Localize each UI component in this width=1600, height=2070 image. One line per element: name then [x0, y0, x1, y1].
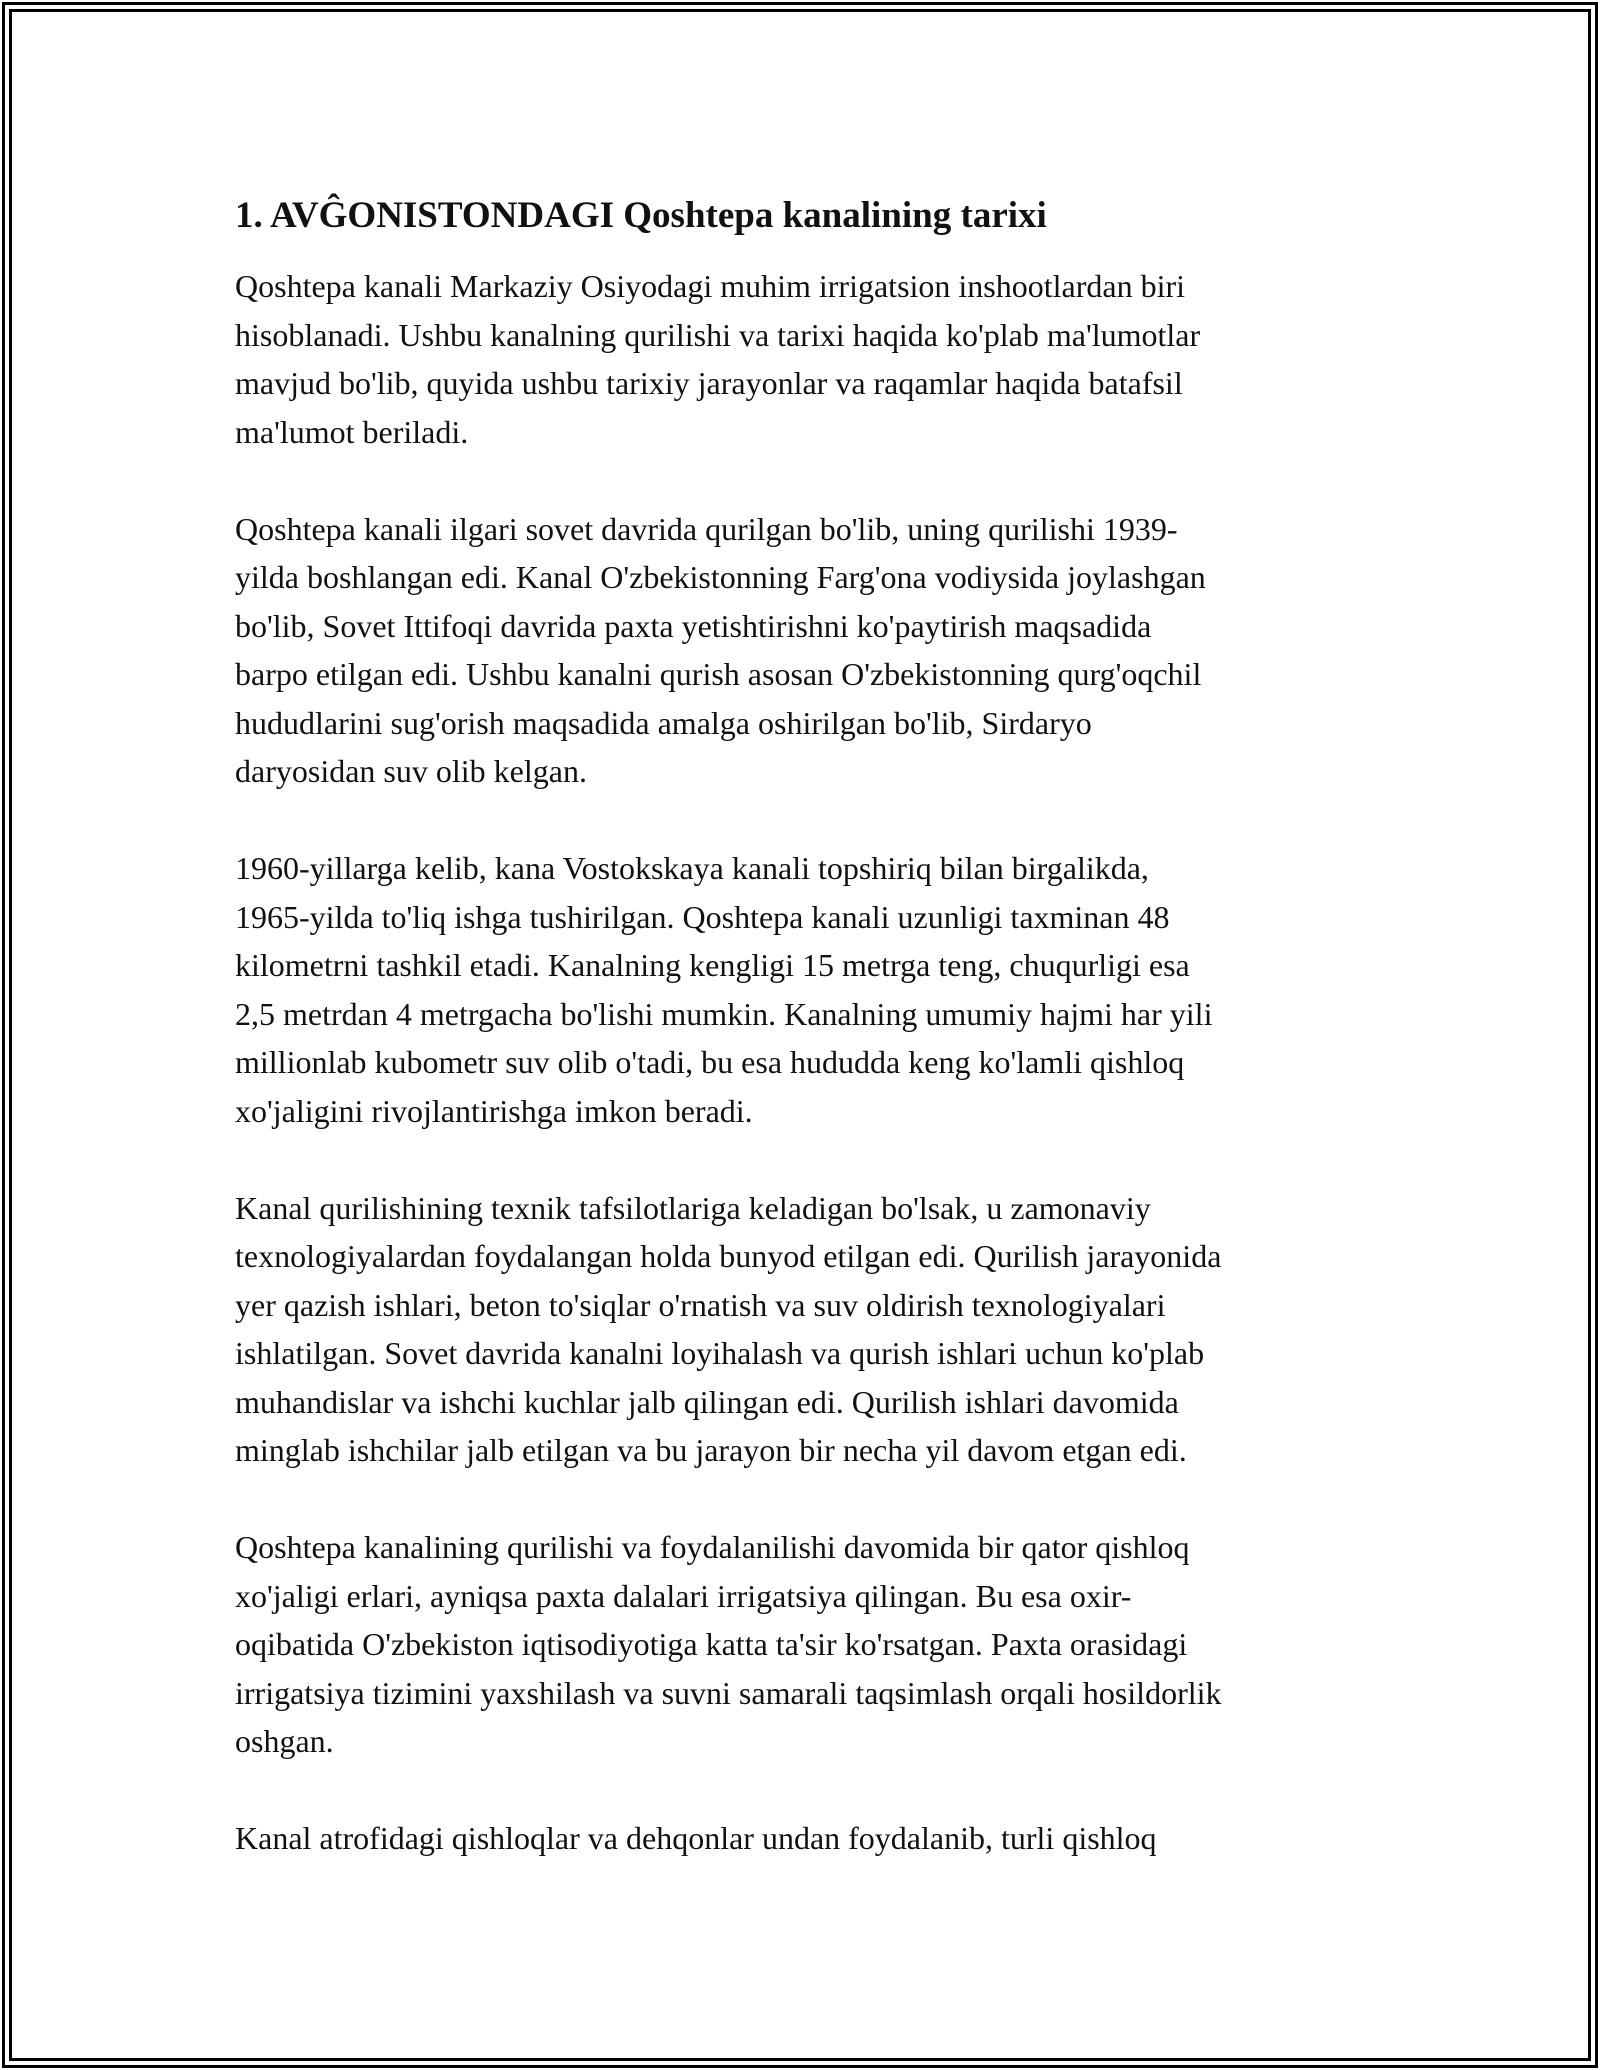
paragraph-technical	[235, 1184, 1375, 1475]
text-line: millionlab kubometr suv olib o'tadi, bu esa hududda keng ko'lamli qishloq	[235, 1044, 1185, 1080]
document-body	[235, 192, 1375, 1911]
paragraph-dimensions	[235, 844, 1375, 1135]
text-line: kilometrni tashkil etadi. Kanalning kengligi 15 metrga teng, chuqurligi esa	[235, 947, 1190, 983]
text-line: hisoblanadi. Ushbu kanalning qurilishi va tarixi haqida ko'plab ma'lumotlar	[235, 316, 1201, 353]
text-line: ishlatilgan. Sovet davrida kanalni loyihalash va qurish ishlari uchun ko'plab	[235, 1335, 1205, 1371]
page-title: 1. AVĜONISTONDAGI Qoshtepa kanalining tarixi	[235, 195, 1047, 236]
text-line: Kanal qurilishining texnik tafsilotlariga keladigan bo'lsak, u zamonaviy	[235, 1189, 1151, 1226]
paragraph-villages	[235, 1814, 1375, 1863]
text-line: yilda boshlangan edi. Kanal O'zbekistonning Farg'ona vodiysida joylashgan	[235, 559, 1206, 595]
text-line: hududlarini sug'orish maqsadida amalga oshirilgan bo'lib, Sirdaryo	[235, 704, 1092, 741]
paragraph-agriculture	[235, 1523, 1375, 1766]
text-line: barpo etilgan edi. Ushbu kanalni qurish asosan O'zbekistonning qurg'oqchil	[235, 656, 1202, 692]
text-line: Qoshtepa kanali ilgari sovet davrida qurilgan bo'lib, uning qurilishi 1939-	[235, 510, 1178, 547]
text-line: ma'lumot beriladi.	[235, 413, 469, 450]
text-line: 1960-yillarga kelib, kana Vostokskaya kanali topshiriq bilan birgalikda,	[235, 850, 1149, 886]
text-line: oshgan.	[235, 1723, 334, 1759]
text-line: yer qazish ishlari, beton to'siqlar o'rnatish va suv oldirish texnologiyalari	[235, 1286, 1166, 1323]
text-line: xo'jaligini rivojlantirishga imkon beradi.	[235, 1092, 753, 1129]
text-line: xo'jaligi erlari, ayniqsa paxta dalalari irrigatsiya qilingan. Bu esa oxir-	[235, 1577, 1132, 1614]
paragraph-intro	[235, 262, 1375, 456]
text-line: mavjud bo'lib, quyida ushbu tarixiy jarayonlar va raqamlar haqida batafsil	[235, 365, 1183, 401]
paragraph-soviet-era	[235, 505, 1375, 796]
text-line: daryosidan suv olib kelgan.	[235, 753, 587, 789]
text-line: 1965-yilda to'liq ishga tushirilgan. Qoshtepa kanali uzunligi taxminan 48	[235, 898, 1170, 935]
text-line: 2,5 metrdan 4 metrgacha bo'lishi mumkin. Kanalning umumiy hajmi har yili	[235, 995, 1213, 1032]
text-line: muhandislar va ishchi kuchlar jalb qilingan edi. Qurilish ishlari davomida	[235, 1383, 1179, 1420]
text-line: Qoshtepa kanali Markaziy Osiyodagi muhim irrigatsion inshootlardan biri	[235, 268, 1186, 304]
text-line: oqibatida O'zbekiston iqtisodiyotiga katta ta'sir ko'rsatgan. Paxta orasidagi	[235, 1626, 1188, 1662]
text-line: bo'lib, Sovet Ittifoqi davrida paxta yetishtirishni ko'paytirish maqsadida	[235, 607, 1152, 644]
text-line: minglab ishchilar jalb etilgan va bu jarayon bir necha yil davom etgan edi.	[235, 1432, 1187, 1468]
text-line: Qoshtepa kanalining qurilishi va foydalanilishi davomida bir qator qishloq	[235, 1529, 1190, 1565]
text-line: irrigatsiya tizimini yaxshilash va suvni samarali taqsimlash orqali hosildorlik	[235, 1674, 1222, 1711]
text-line: Kanal atrofidagi qishloqlar va dehqonlar undan foydalanib, turli qishloq	[235, 1820, 1157, 1856]
text-line: texnologiyalardan foydalangan holda bunyod etilgan edi. Qurilish jarayonida	[235, 1238, 1222, 1274]
